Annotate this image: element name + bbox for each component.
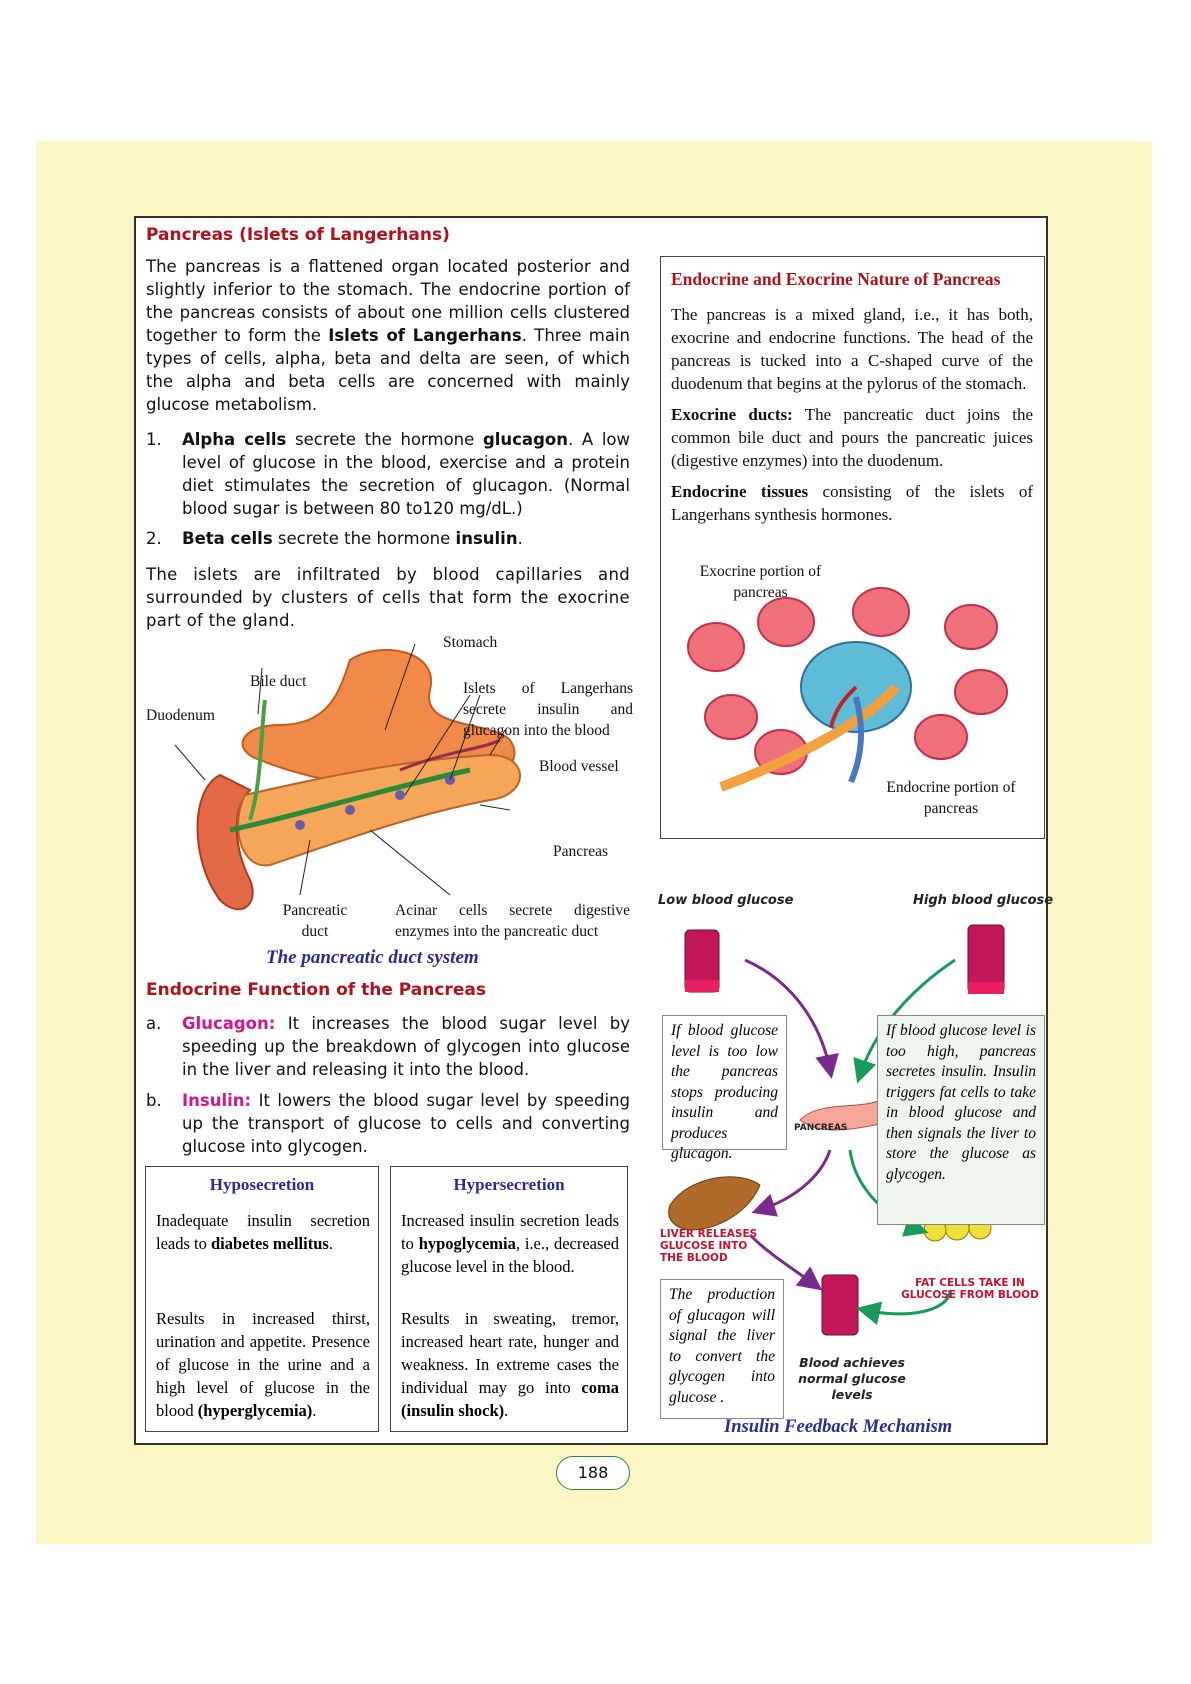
label-duodenum: Duodenum xyxy=(146,707,215,724)
insulin-text: It lowers the blood sugar level by speeding up the transport of glucose to cells and converting glucose into glycogen. xyxy=(182,1091,630,1156)
hyper-title: Hypersecretion xyxy=(453,1175,565,1194)
islets-paragraph: The islets are infiltrated by blood capillaries and surrounded by clusters of cells that form the exocrine part of the gland. xyxy=(146,565,630,630)
list-text xyxy=(182,428,630,520)
glucagon-head: Glucagon: xyxy=(182,1014,276,1033)
blood-tube-normal xyxy=(822,1275,858,1335)
label-pancreas-small: PANCREAS xyxy=(794,1123,848,1133)
endocrine-exocrine-box xyxy=(660,256,1045,839)
right-box-text xyxy=(671,303,1033,526)
pancreas-shape xyxy=(238,755,520,865)
islet-dot xyxy=(345,805,355,815)
hypo-p1b: diabetes mellitus xyxy=(211,1234,329,1253)
label-normal-glucose: Blood achieves normal glucose levels xyxy=(798,1355,906,1402)
label-pancreas: Pancreas xyxy=(553,843,609,860)
leader-line xyxy=(370,830,450,895)
high-glucose-text: If blood glucose level is too high, pancreas secretes insulin. Insulin triggers fat cells to take in blood glucose and then signals the liver to store the glucose as glycogen. xyxy=(886,1022,1036,1183)
figure-caption-duct: The pancreatic duct system xyxy=(266,947,479,968)
label-low-blood-glucose: Low blood glucose xyxy=(658,893,794,908)
beta-text2: . xyxy=(517,529,523,548)
right-box-p2-bold: Exocrine ducts: xyxy=(671,405,793,424)
glucagon-text: It increases the blood sugar level by speeding up the breakdown of glycogen into glucose in the liver and releasing it into the blood. xyxy=(182,1014,630,1079)
low-glucose-box xyxy=(662,1015,787,1162)
page-number: 188 xyxy=(556,1456,630,1490)
label-endocrine-2: pancreas xyxy=(923,800,979,817)
hyposecretion-box xyxy=(145,1166,379,1432)
hypo-p2a: Results in increased thirst, urination and appetite. Presence of glucose in the urine and a high level of glucose in the blood xyxy=(156,1309,370,1420)
list-item-beta xyxy=(146,527,630,550)
right-box-p3-bold: Endocrine tissues xyxy=(671,482,809,501)
hypo-p1a: Inadequate insulin secretion leads to xyxy=(156,1211,370,1253)
insulin-head: Insulin: xyxy=(182,1091,252,1110)
hyper-p2 xyxy=(401,1307,619,1422)
list-number: a. xyxy=(146,1014,162,1033)
right-box-p3-text: consisting of the islets of Langerhans synthesis hormones. xyxy=(671,482,1034,524)
glucagon-production-box xyxy=(660,1279,784,1419)
label-blood-vessel: Blood vessel xyxy=(539,758,619,775)
beta-bold: Beta cells xyxy=(182,529,273,548)
blood-tube-low xyxy=(685,930,719,992)
label-pancreatic-duct-2: duct xyxy=(301,923,329,940)
label-stomach: Stomach xyxy=(443,634,498,651)
label-pancreatic-duct xyxy=(275,900,355,942)
hypo-p1c: . xyxy=(328,1234,333,1253)
label-endocrine xyxy=(871,777,1031,819)
label-pancreatic-duct-1: Pancreatic xyxy=(282,902,348,919)
figure-caption-feedback: Insulin Feedback Mechanism xyxy=(724,1417,953,1437)
hyper-p2b: coma (insulin shock) xyxy=(401,1378,619,1420)
intro-paragraph xyxy=(146,255,630,416)
section-title-endocrine-function: Endocrine Function of the Pancreas xyxy=(146,980,486,1000)
hyper-p1 xyxy=(401,1209,619,1278)
label-fat-cells: FAT CELLS TAKE IN GLUCOSE FROM BLOOD xyxy=(901,1277,1039,1301)
alpha-bold: Alpha cells xyxy=(182,430,287,449)
right-box-p1: The pancreas is a mixed gland, i.e., it has both, exocrine and endocrine functions. The head of the pancreas is tucked into a C-shaped curve of the duodenum that begins at the pylorus of the stomach. xyxy=(671,305,1033,393)
label-exocrine xyxy=(683,561,838,603)
label-exocrine-2: pancreas xyxy=(733,584,788,601)
hyper-p1a: Increased insulin secretion leads to xyxy=(401,1211,619,1253)
list-text xyxy=(182,1012,630,1081)
hyper-p1b: hypoglycemia xyxy=(418,1234,516,1253)
hypo-p1 xyxy=(156,1209,370,1255)
pancreatic-duct-illustration xyxy=(150,630,650,940)
label-endocrine-1: Endocrine portion of xyxy=(886,779,1016,796)
label-liver-releases: LIVER RELEASES GLUCOSE INTO THE BLOOD xyxy=(660,1228,758,1264)
low-glucose-text: If blood glucose level is too low the pancreas stops producing insulin and produces glucagon. xyxy=(671,1022,778,1162)
hypo-p2b: (hyperglycemia) xyxy=(197,1401,313,1420)
leader-line xyxy=(480,805,510,810)
islet-dot xyxy=(395,790,405,800)
alpha-bold2: glucagon xyxy=(482,430,568,449)
section-title-pancreas: Pancreas (Islets of Langerhans) xyxy=(146,225,450,245)
liver-icon xyxy=(669,1177,760,1230)
blood-tube-high xyxy=(968,925,1004,994)
right-box-p2-text: The pancreatic duct joins the common bile duct and pours the pancreatic juices (digestive enzymes) into the duodenum. xyxy=(671,405,1033,470)
function-list xyxy=(146,1012,630,1158)
hypersecretion-box xyxy=(390,1166,628,1432)
list-item-glucagon xyxy=(146,1012,630,1081)
acini-illustration xyxy=(681,587,1021,807)
list-item-insulin xyxy=(146,1089,630,1158)
hyper-p2c: . xyxy=(504,1401,509,1420)
right-box-title: Endocrine and Exocrine Nature of Pancreas xyxy=(671,269,1001,289)
list-item-alpha xyxy=(146,428,630,520)
hypo-p2c: . xyxy=(312,1401,317,1420)
beta-bold2: insulin xyxy=(455,529,518,548)
label-islets: Islets of Langerhans secrete insulin and glucagon into the blood xyxy=(463,680,633,739)
label-bile-duct: Bile duct xyxy=(250,673,307,690)
right-box-p2 xyxy=(671,403,1033,472)
hypo-p2 xyxy=(156,1307,370,1422)
alpha-text1: secrete the hormone xyxy=(286,430,483,449)
right-box-p3 xyxy=(671,480,1033,526)
leader-line xyxy=(175,745,205,780)
islet-dot xyxy=(295,820,305,830)
label-exocrine-1: Exocrine portion of xyxy=(699,563,822,580)
list-number: 1. xyxy=(146,430,162,449)
hyper-p1c: , i.e., decreased glucose level in the blood. xyxy=(401,1234,619,1276)
cell-types-list xyxy=(146,428,630,550)
glucagon-production-text: The production of glucagon will signal the liver to convert the glycogen into glucose . xyxy=(669,1286,775,1406)
list-number: 2. xyxy=(146,529,162,548)
label-acinar: Acinar cells secrete digestive enzymes into the pancreatic duct xyxy=(395,902,630,940)
high-glucose-box xyxy=(877,1015,1045,1225)
list-text xyxy=(182,527,630,550)
intro-bold: Islets of Langerhans xyxy=(328,326,522,345)
intro-text-1: The pancreas is a flattened organ located posterior and slightly inferior to the stomach. The endocrine portion of the pancreas consists of about one million cells clustered together to form the xyxy=(146,257,630,345)
list-number: b. xyxy=(146,1091,162,1110)
label-high-blood-glucose: High blood glucose xyxy=(913,893,1054,908)
list-text xyxy=(182,1089,630,1158)
hypo-title: Hyposecretion xyxy=(209,1175,315,1194)
alpha-text2: . A low level of glucose in the blood, exercise and a protein diet stimulates the secretion of glucagon. (Normal blood sugar is between 80 to120 mg/dL.) xyxy=(182,430,630,518)
hyper-p2a: Results in sweating, tremor, increased heart rate, hunger and weakness. In extreme cases the individual may go into xyxy=(401,1309,619,1397)
intro-text-2: . Three main types of cells, alpha, beta and delta are seen, of which the alpha and beta cells are concerned with mainly glucose metabolism. xyxy=(146,326,630,414)
beta-text1: secrete the hormone xyxy=(272,529,456,548)
